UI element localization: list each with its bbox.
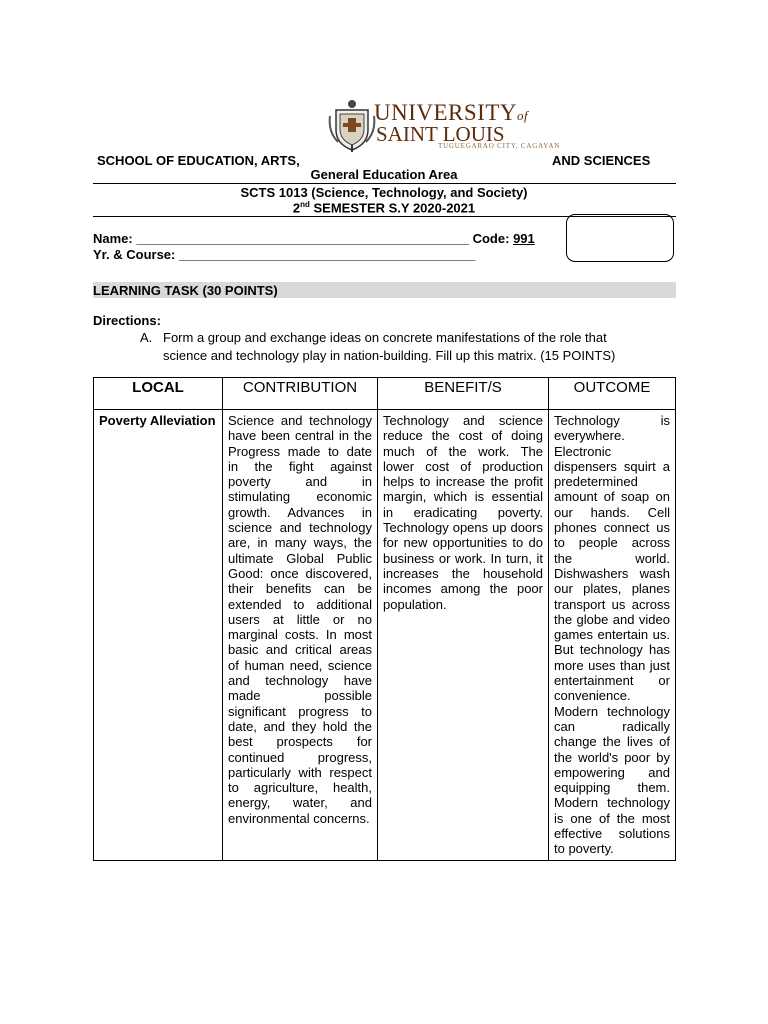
table-row — [94, 410, 676, 861]
name-field[interactable] — [93, 231, 535, 246]
matrix-table — [93, 377, 676, 861]
name-blank[interactable]: ______________________________________________ — [136, 231, 469, 246]
item-line1: Form a group and exchange ideas on concrete manifestations of the role that — [163, 330, 607, 345]
school-name-right: AND SCIENCES — [552, 153, 651, 168]
cell-local[interactable]: Poverty Alleviation — [94, 410, 223, 861]
header-outcome: OUTCOME — [549, 378, 676, 410]
cell-outcome[interactable]: Technology is everywhere. Electronic dispensers squirt a predetermined amount of soap on our hands. Cell phones connect us to people across the world. Dishwashers wash our plates, planes transport us across the globe and video games entertain us. But technology has more uses than just entertainment or convenience. Modern technology can radically change the lives of the world's poor by empowering and equipping them. Modern technology is one of the most effective solutions to poverty. — [549, 410, 676, 861]
logo-line3: TUGUEGARAO CITY, CAGAYAN — [438, 142, 561, 150]
course-field[interactable] — [93, 247, 475, 262]
school-name-left: SCHOOL OF EDUCATION, ARTS, — [97, 153, 300, 168]
directions-label: Directions: — [93, 313, 161, 328]
cell-benefits[interactable]: Technology and science reduce the cost of doing much of the work. The lower cost of production helps to increase the profit margin, which is essential in eradicating poverty. Technology opens up doors for new opportunities to do business or work. In turn, it increases the household incomes among the poor population. — [378, 410, 549, 861]
code-label: Code: — [472, 231, 510, 246]
cell-contribution[interactable]: Science and technology have been central in the Progress made to date in the fight against poverty and in stimulating economic growth. Advances in science and technology are, in many ways, the ultimate Global Public Good: once discovered, their benefits can be extended to additional users at little or no marginal costs. In most basic and critical areas of human need, science and technology have made possible significant progress to date, and they hold the best prospects for continued progress, particularly with respect to agriculture, health, energy, water, and environmental concerns. — [223, 410, 378, 861]
university-logo — [326, 96, 561, 154]
semester-title: 2nd SEMESTER S.Y 2020-2021 — [292, 200, 476, 216]
course-title: SCTS 1013 (Science, Technology, and Society) — [240, 185, 528, 200]
header-local: LOCAL — [94, 378, 223, 410]
score-box — [566, 214, 674, 262]
item-letter: A. — [140, 330, 153, 345]
header-contribution: CONTRIBUTION — [223, 378, 378, 410]
task-title: LEARNING TASK (30 POINTS) — [93, 283, 278, 298]
header-benefits: BENEFIT/S — [378, 378, 549, 410]
course-label: Yr. & Course: — [93, 247, 176, 262]
course-blank[interactable]: _________________________________________ — [178, 247, 476, 262]
header-divider — [93, 183, 676, 184]
matrix-header-row — [94, 378, 676, 410]
logo-line2: SAINT LOUIS — [376, 122, 505, 146]
name-label: Name: — [93, 231, 133, 246]
code-value: 991 — [513, 231, 535, 246]
logo-line1: UNIVERSITYof — [374, 100, 529, 125]
university-seal-icon — [326, 96, 378, 152]
area-title: General Education Area — [310, 167, 458, 182]
item-line2: science and technology play in nation-building. Fill up this matrix. (15 POINTS) — [163, 348, 616, 363]
